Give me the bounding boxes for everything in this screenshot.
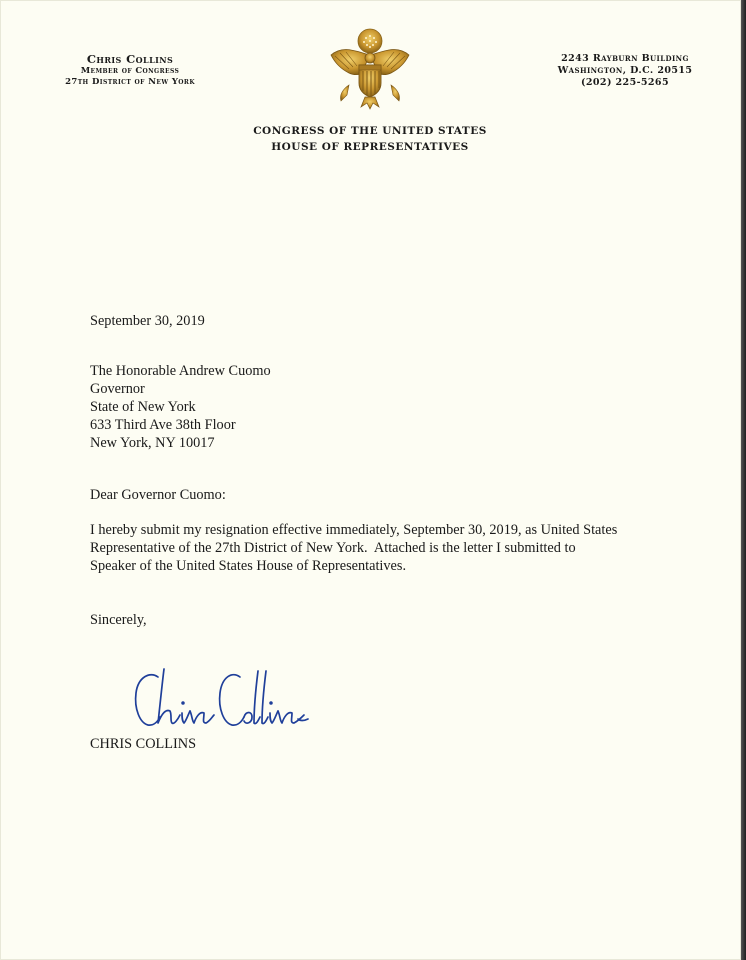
handwritten-signature [128,663,313,733]
office-phone: (202) 225-5265 [581,77,669,88]
closing: Sincerely, [90,612,147,628]
recipient-line: New York, NY 10017 [90,435,215,451]
letter-body [90,521,680,575]
congress-line: CONGRESS OF THE UNITED STATES [253,125,487,137]
office-address: 2243 Rayburn Building [561,53,689,64]
signer-name: CHRIS COLLINS [90,736,197,752]
letterhead-member-block [30,53,230,88]
body-line: I hereby submit my resignation effective immediately, September 30, 2019, as United States [90,522,618,538]
body-line: Representative of the 27th District of New York. Attached is the letter I submitted to [90,540,576,556]
member-title: Member of Congress [80,66,180,76]
recipient-line: State of New York [90,399,196,415]
recipient-line: The Honorable Andrew Cuomo [90,363,271,379]
salutation: Dear Governor Cuomo: [90,487,226,503]
member-name: Chris Collins [86,52,174,66]
office-city: Washington, D.C. 20515 [557,65,693,76]
page-edge-shadow [741,0,746,960]
letterhead-office-block [535,53,715,89]
recipient-line: Governor [90,381,145,397]
letter-date: September 30, 2019 [90,313,205,329]
body-line: Speaker of the United States House of Representatives. [90,558,407,574]
member-district: 27th District of New York [65,77,195,87]
recipient-address [90,362,690,452]
house-line: HOUSE OF REPRESENTATIVES [271,141,469,153]
letterhead-body-title [220,123,520,155]
great-seal-eagle-icon [325,25,415,111]
recipient-line: 633 Third Ave 38th Floor [90,417,236,433]
